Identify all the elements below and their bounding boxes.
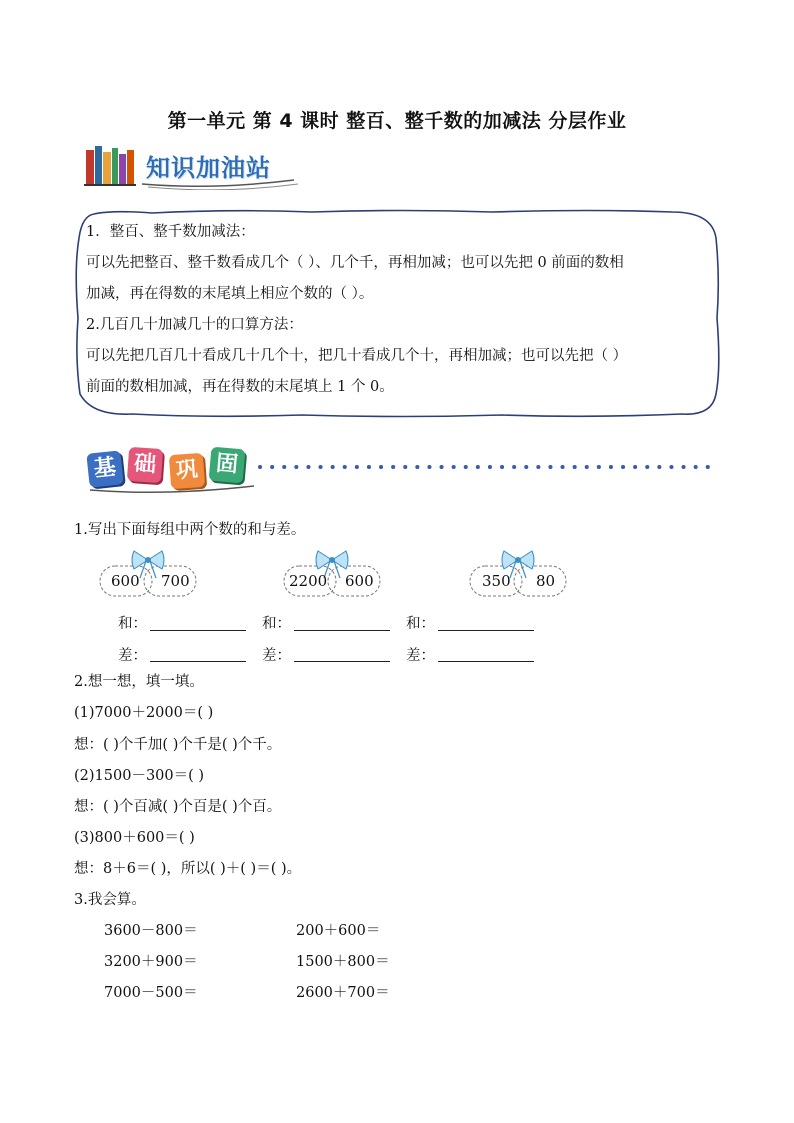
knowledge-line: 可以先把整百、整千数看成几个（ ）、几个千，再相加减；也可以先把 0 前面的数相 (86, 255, 624, 271)
diff-label: 差： (118, 648, 147, 664)
question-3-prompt: 3.我会算。 (74, 892, 146, 908)
calc-item: 200＋600＝ (296, 923, 381, 939)
knowledge-line: 可以先把几百几十看成几十几个十，把几十看成几个十，再相加减；也可以先把（ ） (86, 348, 628, 364)
pair-number: 350 (482, 572, 511, 590)
sum-label: 和： (406, 616, 435, 632)
pair-number: 2200 (289, 572, 328, 590)
knowledge-line: 2.几百几十加减几十的口算方法： (86, 317, 303, 333)
sum-answer-blank[interactable] (438, 630, 534, 631)
sum-answer-blank[interactable] (150, 630, 246, 631)
diff-answer-blank[interactable] (438, 661, 534, 662)
pair-number: 600 (345, 572, 374, 590)
question-2-line: 想：8＋6＝( )，所以( )＋( )＝( )。 (74, 861, 302, 877)
pair-number: 700 (161, 572, 190, 590)
pair-number: 80 (536, 572, 556, 590)
pair-number: 600 (111, 572, 140, 590)
books-icon (84, 146, 136, 185)
basics-tile: 巩 (169, 453, 205, 489)
question-2-line: 想：( )个千加( )个千是( )个千。 (74, 737, 282, 753)
sum-label: 和： (118, 616, 147, 632)
calc-item: 3200＋900＝ (104, 954, 198, 970)
banner-swoosh (86, 482, 256, 496)
question-2-prompt: 2.想一想，填一填。 (74, 674, 204, 690)
dotted-divider (258, 462, 714, 472)
basics-tile: 固 (209, 447, 246, 484)
basics-tile: 基 (86, 450, 123, 487)
knowledge-banner-title: 知识加油站 (146, 154, 271, 182)
basics-tile: 础 (127, 447, 163, 483)
calc-item: 3600－800＝ (104, 923, 198, 939)
sum-label: 和： (262, 616, 291, 632)
question-2-line: (1)7000＋2000＝( ) (74, 705, 214, 721)
knowledge-line: 加减，再在得数的末尾填上相应个数的（ ）。 (86, 286, 374, 302)
knowledge-line: 1．整百、整千数加减法： (86, 224, 255, 240)
page-title: 第一单元 第 4 课时 整百、整千数的加减法 分层作业 (167, 110, 627, 132)
diff-answer-blank[interactable] (150, 661, 246, 662)
calc-item: 7000－500＝ (104, 985, 198, 1001)
question-2-line: (3)800＋600＝( ) (74, 830, 195, 846)
question-2-line: 想：( )个百减( )个百是( )个百。 (74, 799, 282, 815)
calc-item: 1500＋800＝ (296, 954, 390, 970)
diff-label: 差： (262, 648, 291, 664)
sum-answer-blank[interactable] (294, 630, 390, 631)
diff-label: 差： (406, 648, 435, 664)
question-1-prompt: 1.写出下面每组中两个数的和与差。 (74, 522, 306, 538)
knowledge-line: 前面的数相加减，再在得数的末尾填上 1 个 0。 (86, 379, 394, 395)
diff-answer-blank[interactable] (294, 661, 390, 662)
question-2-line: (2)1500－300＝( ) (74, 768, 205, 784)
calc-item: 2600＋700＝ (296, 985, 390, 1001)
